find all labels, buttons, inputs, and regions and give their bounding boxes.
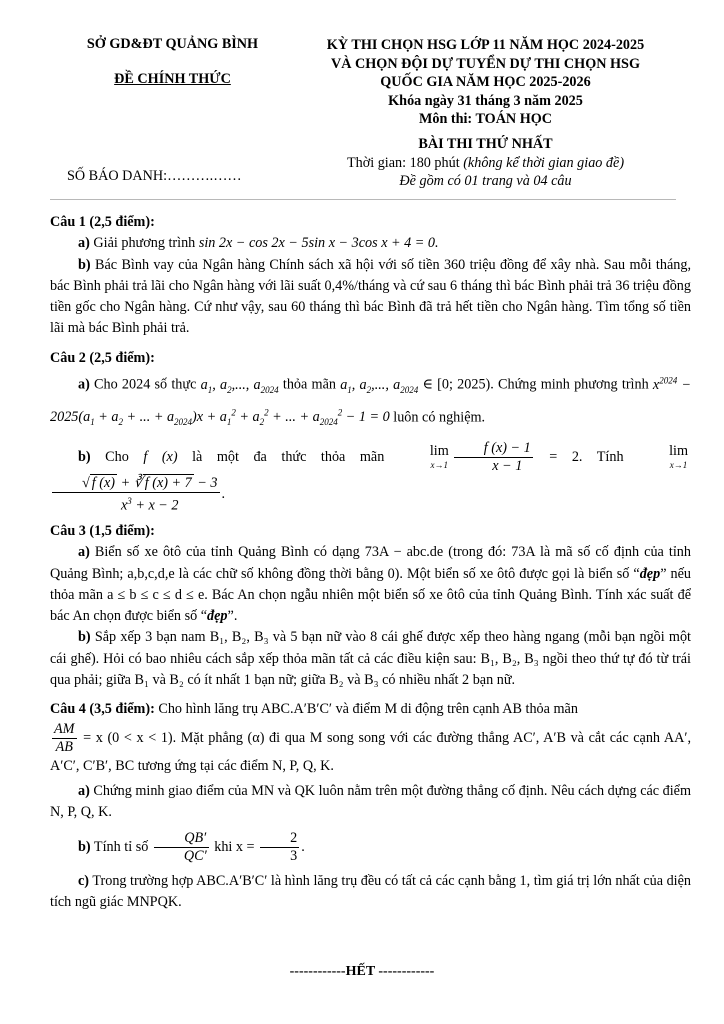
paper-title: BÀI THI THỨ NHẤT xyxy=(418,135,553,152)
ratio-am-ab: $\frac{AM}{AB}$ xyxy=(54,720,75,755)
fraction-2: $\frac{√ f (x) + ∛ f (x) + 7 - 3}{x^3 + x - 2}$ xyxy=(52,475,220,515)
questions xyxy=(50,212,691,913)
q1-b: b) Bác Bình vay của Ngân hàng Chính sách xã hội với số tiền 360 triệu đồng để xây nhà. Sau mỗi tháng, bác Bình phải trả lãi cho Ngân hàng với lãi suất 0,4%/tháng và cứ sau 6 tháng thì bác Bình phải trả 36 triệu đồng tiền gốc cho Ngân hàng. Cứ như vậy, sau 60 tháng thì bác Bình đã trả hết tiền cho Ngân hàng. Tìm tổng số tiền lãi mà bác Bình phải trả. xyxy=(50,256,691,337)
header-divider xyxy=(50,199,676,200)
q2-condition: $a_1$, $a_2$,..., $a_{2024}$ xyxy=(340,376,419,395)
end-marker: ------------HẾT ------------ xyxy=(289,964,435,979)
q4-c: c) Trong trường hợp ABC.A′B′C′ là hình lăng trụ đều có tất cả các cạnh bằng 1, tìm giá trị lớn nhất của diện tích ngũ giác MNPQK. xyxy=(50,872,691,910)
candidate-number: SỐ BÁO DANH:……….…… xyxy=(67,168,242,184)
q2-title: Câu 2 (2,5 điểm): xyxy=(50,349,155,366)
ratio-qb-qc: $\frac{QB'}{QC'}$ xyxy=(154,830,209,865)
exam-title-line-3: QUỐC GIA NĂM HỌC 2025-2026 xyxy=(380,74,591,91)
q3-title: Câu 3 (1,5 điểm): xyxy=(50,522,155,539)
q2-sequence: $a_1$, $a_2$,..., $a_{2024}$ xyxy=(200,376,279,395)
q1-equation: sin 2x − cos 2x − 5sin x − 3cos x + 4 = 0. xyxy=(198,235,439,252)
q4-a: a) Chứng minh giao điểm của MN và QK luôn nằm trên một đường thẳng cố định. Nêu cách dựng các điểm N, P, Q, K. xyxy=(50,782,691,821)
q4-b: b) Tính tỉ số $\frac{QB'}{QC'}$ khi x = $\frac{2}{3}$ . xyxy=(78,829,305,864)
q3-b: b) Sắp xếp 3 bạn nam B₁, B₂, B₃ và 5 bạn nữ vào 8 cái ghế được xếp theo hàng ngang (mỗi bạn ngồi một cái ghế). Hỏi có bao nhiêu cách sắp xếp thỏa mãn tất cả các điều kiện sau: B₁, B₂, B₃ ngồi theo thứ tự đó từ trái qua phải; giữa B₁ và B₂ có ít nhất 1 bạn nữ; giữa B₂ và B₃ có nhiều nhất 2 bạn nữ. xyxy=(50,629,691,689)
q2-equation: $x^{2024} - 2025(a_1 + a_2$ + ... + $a_{2024})x + a_1^2 + a_2^2$ + ... + $a_{2024}^2 - 1 = 0$ xyxy=(50,375,692,428)
pages-note: Đề gồm có 01 trang và 04 câu xyxy=(399,173,572,190)
exam-date: Khóa ngày 31 tháng 3 năm 2025 xyxy=(388,92,583,109)
q3-a: a) Biển số xe ôtô của tỉnh Quảng Bình có dạng 73A − abc.de (trong đó: 73A là mã số cố định của tỉnh Quảng Bình; a,b,c,d,e là các chữ số không đồng thời bằng 0). Một biển số xe ôtô được gọi là biển số “đẹp” nếu thỏa mãn a ≤ b ≤ c ≤ d ≤ e. Bác An chọn ngẫu nhiên một biển số xe ôtô của tỉnh Quảng Bình. Tính xác suất để bác An chọn được biển số “đẹp”. xyxy=(50,544,691,625)
q2-b: b) Cho f (x) là một đa thức thỏa mãn lim x→1 $\frac{f (x) - 1}{x - 1}$ = 2. Tính lim x→1 $\frac{√ f (x) + ∛ f (x) + 7 - 3}{x^3 + x - 2}$ . xyxy=(50,440,691,515)
exam-title-line-2: VÀ CHỌN ĐỘI DỰ TUYỂN DỰ THI CHỌN HSG xyxy=(330,55,640,72)
limit-2: lim x→1 xyxy=(669,442,688,470)
q1-a: a) Giải phương trình sin 2x − cos 2x − 5sin x − 3cos x + 4 = 0. xyxy=(78,235,439,252)
time-label: Thời gian: 180 phút xyxy=(346,154,464,171)
exam-title-line-1: KỲ THI CHỌN HSG LỚP 11 NĂM HỌC 2024-2025 xyxy=(326,37,645,53)
header-left xyxy=(50,36,295,88)
q1-title: Câu 1 (2,5 điểm): xyxy=(50,214,155,230)
x-value: $\frac{2}{3}$ xyxy=(260,830,299,865)
fx: f (x) xyxy=(143,448,178,465)
fraction-1: $\frac{f (x) - 1}{x - 1}$ xyxy=(454,440,533,475)
q4-intro: Câu 4 (3,5 điểm): Cho hình lăng trụ ABC.A′B′C′ và điểm M di động trên cạnh AB thỏa mãn xyxy=(50,701,578,718)
q4-title: Câu 4 (3,5 điểm): xyxy=(50,701,155,718)
limit-1: lim x→1 xyxy=(429,442,449,470)
header-right xyxy=(288,36,683,191)
department: SỞ GD&ĐT QUẢNG BÌNH xyxy=(86,36,259,52)
subject: Môn thi: TOÁN HỌC xyxy=(418,111,553,128)
official-label: ĐỀ CHÍNH THỨC xyxy=(114,71,231,87)
q2-a: a) Cho 2024 số thực $a_1$, $a_2$,..., $a_{2024}$ thỏa mãn $a_1$, $a_2$,..., $a_{2024}$ ∈ [0; 2025). Chứng minh phương trình $x^{2024} - 2025(a_1 + a_2$ + ... + $a_{2024})x + a_1^2 + a_2^2$ + ... + $a_{2024}^2 - 1 = 0$ luôn có nghiệm. xyxy=(50,375,692,428)
time-note: (không kể thời gian giao đề) xyxy=(463,154,625,171)
time-line xyxy=(288,154,683,173)
q4-intro-2: $\frac{AM}{AB}$ = x (0 < x < 1). Mặt phẳng (α) đi qua M song song với các đường thẳng AC′, A′B và cắt các cạnh AA′, A′C′, C′B′, BC tương ứng tại các điểm N, P, Q, K. xyxy=(50,720,691,774)
